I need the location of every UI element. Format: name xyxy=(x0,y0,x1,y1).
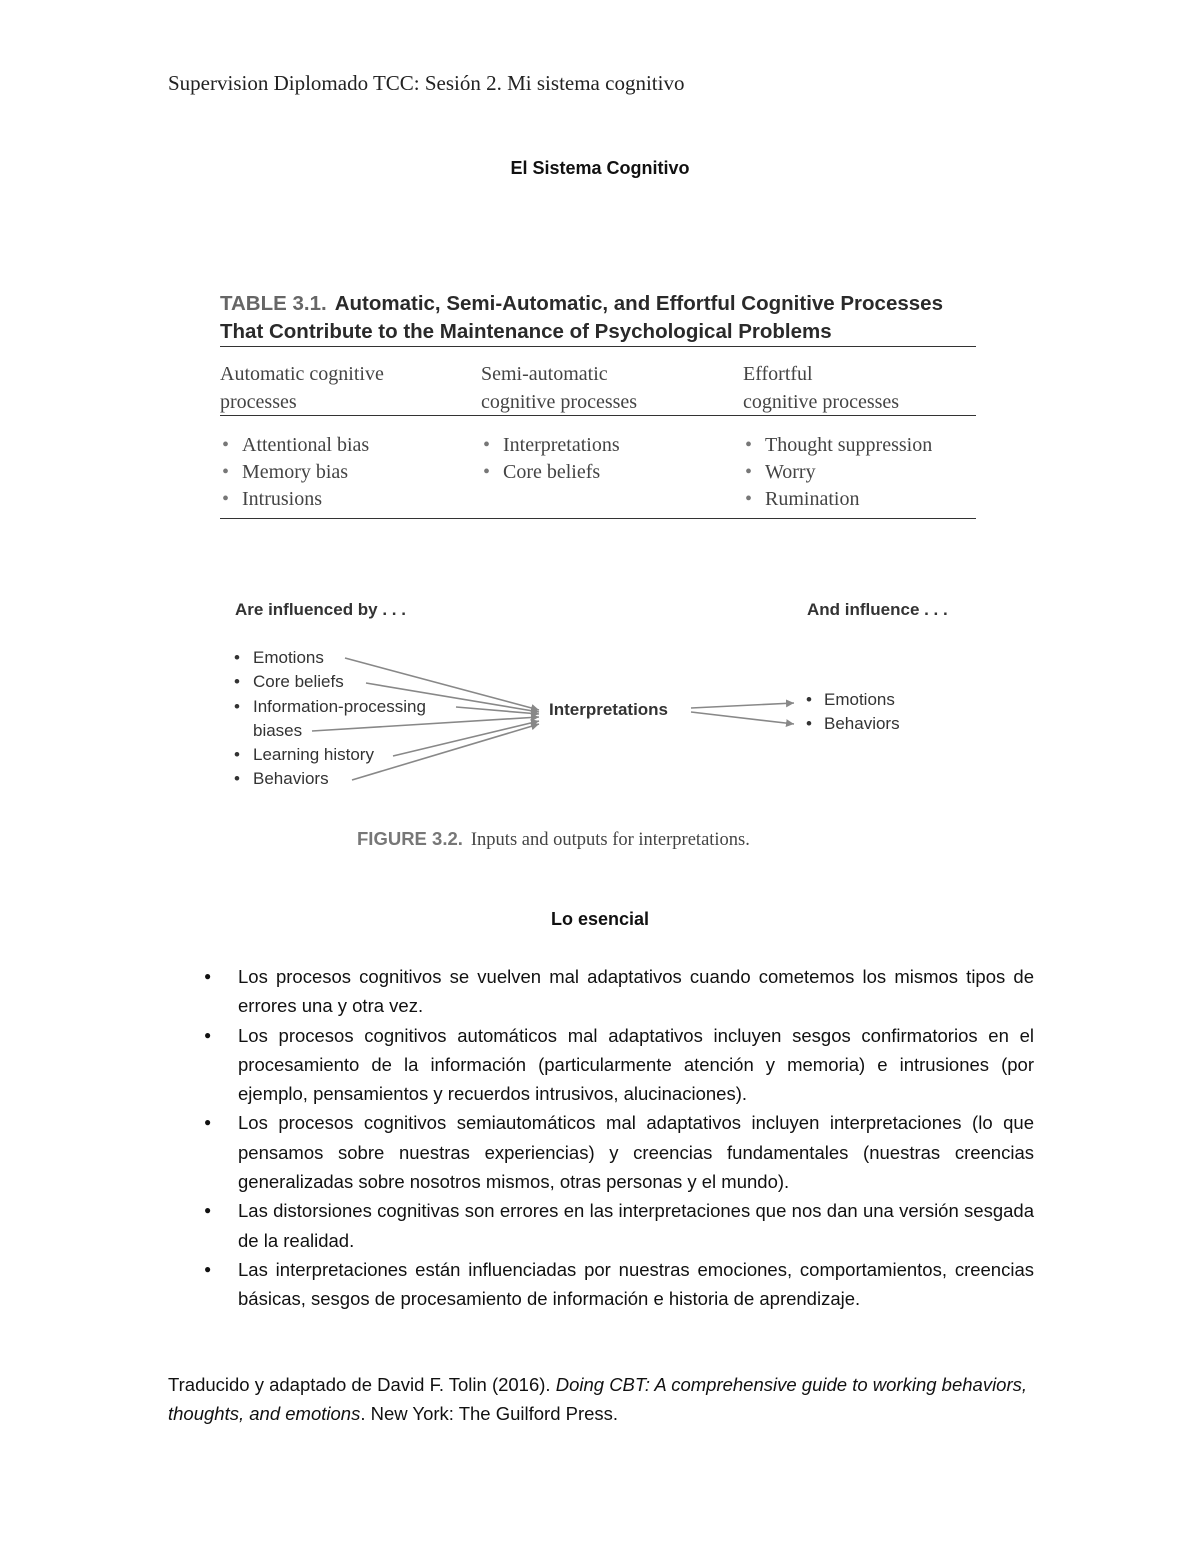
list-item: • Rumination xyxy=(743,486,932,513)
list-item: • Thought suppression xyxy=(743,432,932,459)
outputs-heading: And influence . . . xyxy=(807,600,948,619)
output-item: • Behaviors xyxy=(806,712,900,736)
effortful-process-list xyxy=(743,432,932,513)
essentials-item: ● Los procesos cognitivos automáticos mal adaptativos incluyen sesgos confirmatorios en el procesamiento de la información (particularmente atención y memoria) e intrusiones (por ejemplo, pensamientos y recuerdos intrusivos, alucinaciones). xyxy=(196,1021,1034,1109)
input-item-line: biases xyxy=(253,720,303,740)
reference-suffix: . New York: The Guilford Press. xyxy=(360,1403,619,1424)
output-item: • Emotions xyxy=(806,688,900,712)
input-item xyxy=(234,695,426,744)
list-item: • Attentional bias xyxy=(220,432,369,459)
column-header-semi-automatic xyxy=(481,360,637,416)
figure-number: FIGURE 3.2. xyxy=(357,828,463,849)
column-header-line: Semi-automatic xyxy=(481,363,608,385)
input-item: • Emotions xyxy=(234,646,426,670)
arrow-behaviors-out xyxy=(691,712,794,724)
essentials-item: ● Los procesos cognitivos semiautomáticos mal adaptativos incluyen interpretaciones (lo que pensamos sobre nuestras experiencias) y creencias fundamentales (nuestras creencias generalizadas sobre nosotros mismos, otras personas y el mundo). xyxy=(196,1108,1034,1196)
table-top-rule xyxy=(220,346,976,347)
column-header-line: cognitive processes xyxy=(743,391,900,413)
arrow-emotions-out xyxy=(691,703,794,708)
automatic-process-list xyxy=(220,432,369,513)
figure-caption-text: Inputs and outputs for interpretations. xyxy=(470,830,750,850)
table-header-rule xyxy=(220,415,976,416)
list-item: • Intrusions xyxy=(220,486,369,513)
input-item: • Learning history xyxy=(234,743,426,767)
column-header-line: processes xyxy=(220,391,297,413)
list-item: • Memory bias xyxy=(220,459,369,486)
table-caption xyxy=(220,290,980,346)
essentials-item: ● Los procesos cognitivos se vuelven mal adaptativos cuando cometemos los mismos tipos de errores una y otra vez. xyxy=(196,962,1034,1021)
table-caption-line2: That Contribute to the Maintenance of Psychological Problems xyxy=(220,320,832,343)
document-title: El Sistema Cognitivo xyxy=(510,158,690,178)
list-item: • Worry xyxy=(743,459,932,486)
column-header-line: Effortful xyxy=(743,363,813,385)
table-number: TABLE 3.1. xyxy=(220,292,327,315)
table-caption-line1: Automatic, Semi-Automatic, and Effortful Cognitive Processes xyxy=(334,292,943,315)
essentials-list xyxy=(196,962,1034,1314)
input-item: • Core beliefs xyxy=(234,670,426,694)
column-header-line: Automatic cognitive xyxy=(220,363,384,385)
input-list xyxy=(234,646,426,792)
inputs-heading: Are influenced by . . . xyxy=(235,600,406,619)
column-header-line: cognitive processes xyxy=(481,391,638,413)
reference xyxy=(168,1370,1038,1428)
reference-prefix: Traducido y adaptado de David F. Tolin (2016). xyxy=(168,1374,556,1395)
figure-caption xyxy=(357,828,750,851)
semi-automatic-process-list xyxy=(481,432,620,486)
essentials-item: ● Las interpretaciones están influenciadas por nuestras emociones, comportamientos, creencias básicas, sesgos de procesamiento de información e historia de aprendizaje. xyxy=(196,1255,1034,1314)
arrow-info-processing-in xyxy=(456,707,539,714)
input-item: • Behaviors xyxy=(234,767,426,791)
list-item: • Interpretations xyxy=(481,432,620,459)
page-header: Supervision Diplomado TCC: Sesión 2. Mi sistema cognitivo xyxy=(168,71,685,95)
essentials-title: Lo esencial xyxy=(550,909,650,929)
column-header-automatic xyxy=(220,360,384,416)
column-header-effortful xyxy=(743,360,899,416)
reference-book-title: Doing CBT: A comprehensive guide to working behaviors, thoughts, and emotions xyxy=(168,1374,1028,1424)
essentials-item: ● Las distorsiones cognitivas son errores en las interpretaciones que nos dan una versión sesgada de la realidad. xyxy=(196,1196,1034,1255)
input-item-line: • Information-processing xyxy=(253,696,426,716)
interpretations-node: Interpretations xyxy=(549,700,669,719)
list-item: • Core beliefs xyxy=(481,459,620,486)
output-list xyxy=(806,688,900,737)
table-bottom-rule xyxy=(220,518,976,519)
